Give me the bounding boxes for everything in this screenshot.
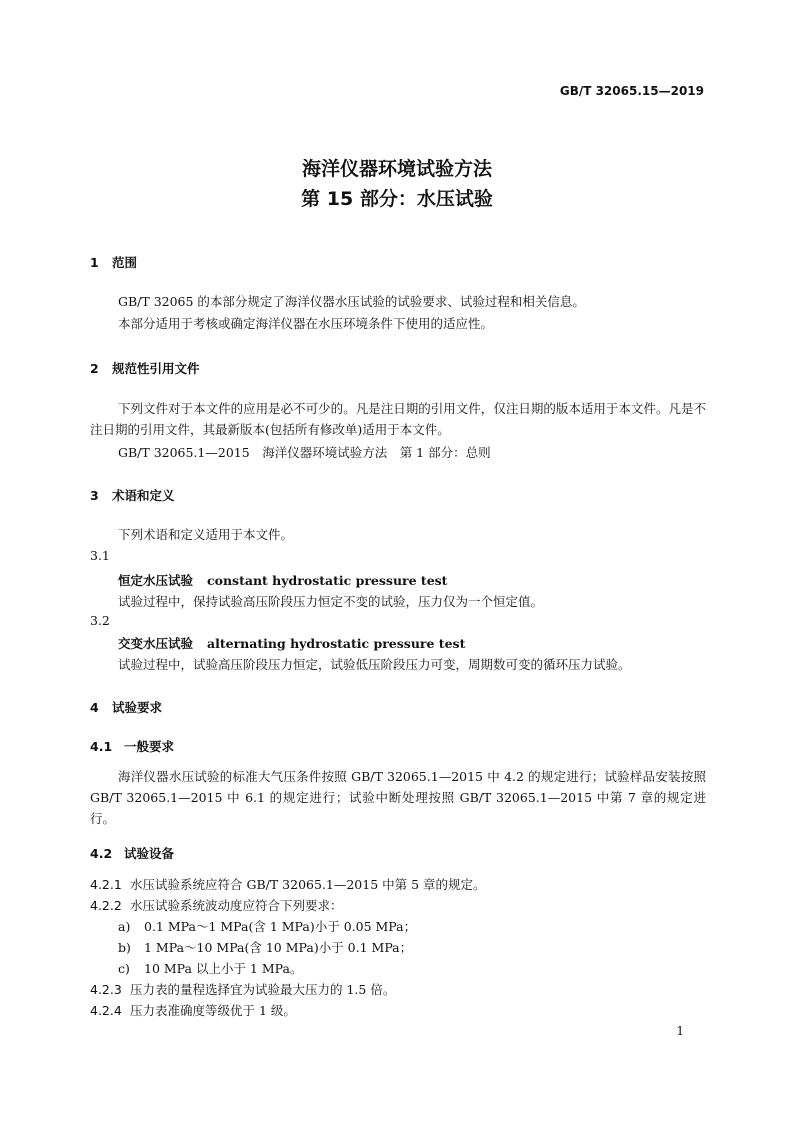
section-title: 试验要求 [112, 700, 163, 715]
section-number: 3 [90, 488, 99, 503]
list-text: 1 MPa～10 MPa(含 10 MPa)小于 0.1 MPa； [144, 940, 413, 955]
list-item-a [118, 917, 416, 935]
section-number: 4.2 [90, 846, 113, 861]
section-number: 2 [90, 361, 99, 376]
clause-4-2-1 [90, 875, 486, 893]
section-3-heading [90, 486, 175, 504]
clause-text: 压力表的量程选择宜为试验最大压力的 1.5 倍。 [130, 982, 396, 997]
list-text: 10 MPa 以上小于 1 MPa。 [144, 961, 303, 976]
normative-references-paragraph: 下列文件对于本文件的应用是必不可少的。凡是注日期的引用文件，仅注日期的版本适用于本文件。凡是不注日期的引用文件，其最新版本(包括所有修改单)适用于本文件。 [90, 401, 706, 437]
clause-4-2-3 [90, 980, 395, 998]
section-title: 范围 [112, 255, 138, 270]
section-title: 一般要求 [124, 739, 175, 754]
term-3-2 [118, 634, 465, 652]
list-label: b) [118, 940, 131, 955]
list-item-c [118, 959, 302, 977]
document-title: 海洋仪器环境试验方法 [301, 158, 492, 180]
scope-paragraph-1: GB/T 32065 的本部分规定了海洋仪器水压试验的试验要求、试验过程和相关信息。 [118, 294, 585, 309]
section-number: 4 [90, 700, 99, 715]
clause-number: 4.2.2 [90, 898, 122, 913]
list-label: a) [118, 919, 131, 934]
section-number: 1 [90, 255, 99, 270]
reference-entry: GB/T 32065.1—2015 海洋仪器环境试验方法 第 1 部分：总则 [118, 445, 491, 460]
clause-number: 4.2.4 [90, 1003, 122, 1018]
term-3-2-number: 3.2 [90, 613, 110, 628]
term-3-1-definition: 试验过程中，保持试验高压阶段压力恒定不变的试验，压力仅为一个恒定值。 [118, 594, 544, 609]
term-3-2-definition: 试验过程中，试验高压阶段压力恒定，试验低压阶段压力可变，周期数可变的循环压力试验。 [118, 657, 631, 672]
term-chinese: 交变水压试验 [118, 636, 194, 651]
general-requirements-paragraph: 海洋仪器水压试验的标准大气压条件按照 GB/T 32065.1—2015 中 4.2 的规定进行；试验样品安装按照 GB/T 32065.1—2015 中 6.1 的规定进行；试验中断处理按照 GB/T 32065.1—2015 中第 7 章的规定进行。 [90, 769, 706, 826]
clause-4-2-2 [90, 896, 343, 914]
section-title: 规范性引用文件 [112, 361, 200, 376]
section-1-heading [90, 253, 137, 271]
list-item-b [118, 938, 412, 956]
section-number: 4.1 [90, 739, 113, 754]
section-4-2-heading [90, 844, 174, 862]
scope-paragraph-2: 本部分适用于考核或确定海洋仪器在水压环境条件下使用的适应性。 [118, 316, 494, 331]
document-subtitle: 第 15 部分：水压试验 [301, 188, 493, 210]
term-chinese: 恒定水压试验 [118, 573, 194, 588]
section-title: 术语和定义 [112, 488, 175, 503]
clause-number: 4.2.1 [90, 877, 122, 892]
section-4-1-heading [90, 737, 174, 755]
clause-text: 水压试验系统波动度应符合下列要求： [130, 898, 343, 913]
term-3-1-number: 3.1 [90, 548, 110, 563]
term-english: constant hydrostatic pressure test [207, 573, 448, 588]
clause-4-2-4 [90, 1001, 296, 1019]
section-4-heading [90, 698, 162, 716]
term-english: alternating hydrostatic pressure test [207, 636, 466, 651]
list-label: c) [118, 961, 130, 976]
clause-text: 水压试验系统应符合 GB/T 32065.1—2015 中第 5 章的规定。 [130, 877, 486, 892]
terms-intro: 下列术语和定义适用于本文件。 [118, 527, 294, 542]
list-text: 0.1 MPa～1 MPa(含 1 MPa)小于 0.05 MPa； [144, 919, 417, 934]
standard-code: GB/T 32065.15—2019 [559, 84, 704, 98]
section-2-heading [90, 359, 200, 377]
section-title: 试验设备 [124, 846, 175, 861]
page-number: 1 [676, 1024, 684, 1038]
clause-text: 压力表准确度等级优于 1 级。 [130, 1003, 296, 1018]
clause-number: 4.2.3 [90, 982, 122, 997]
term-3-1 [118, 571, 447, 589]
